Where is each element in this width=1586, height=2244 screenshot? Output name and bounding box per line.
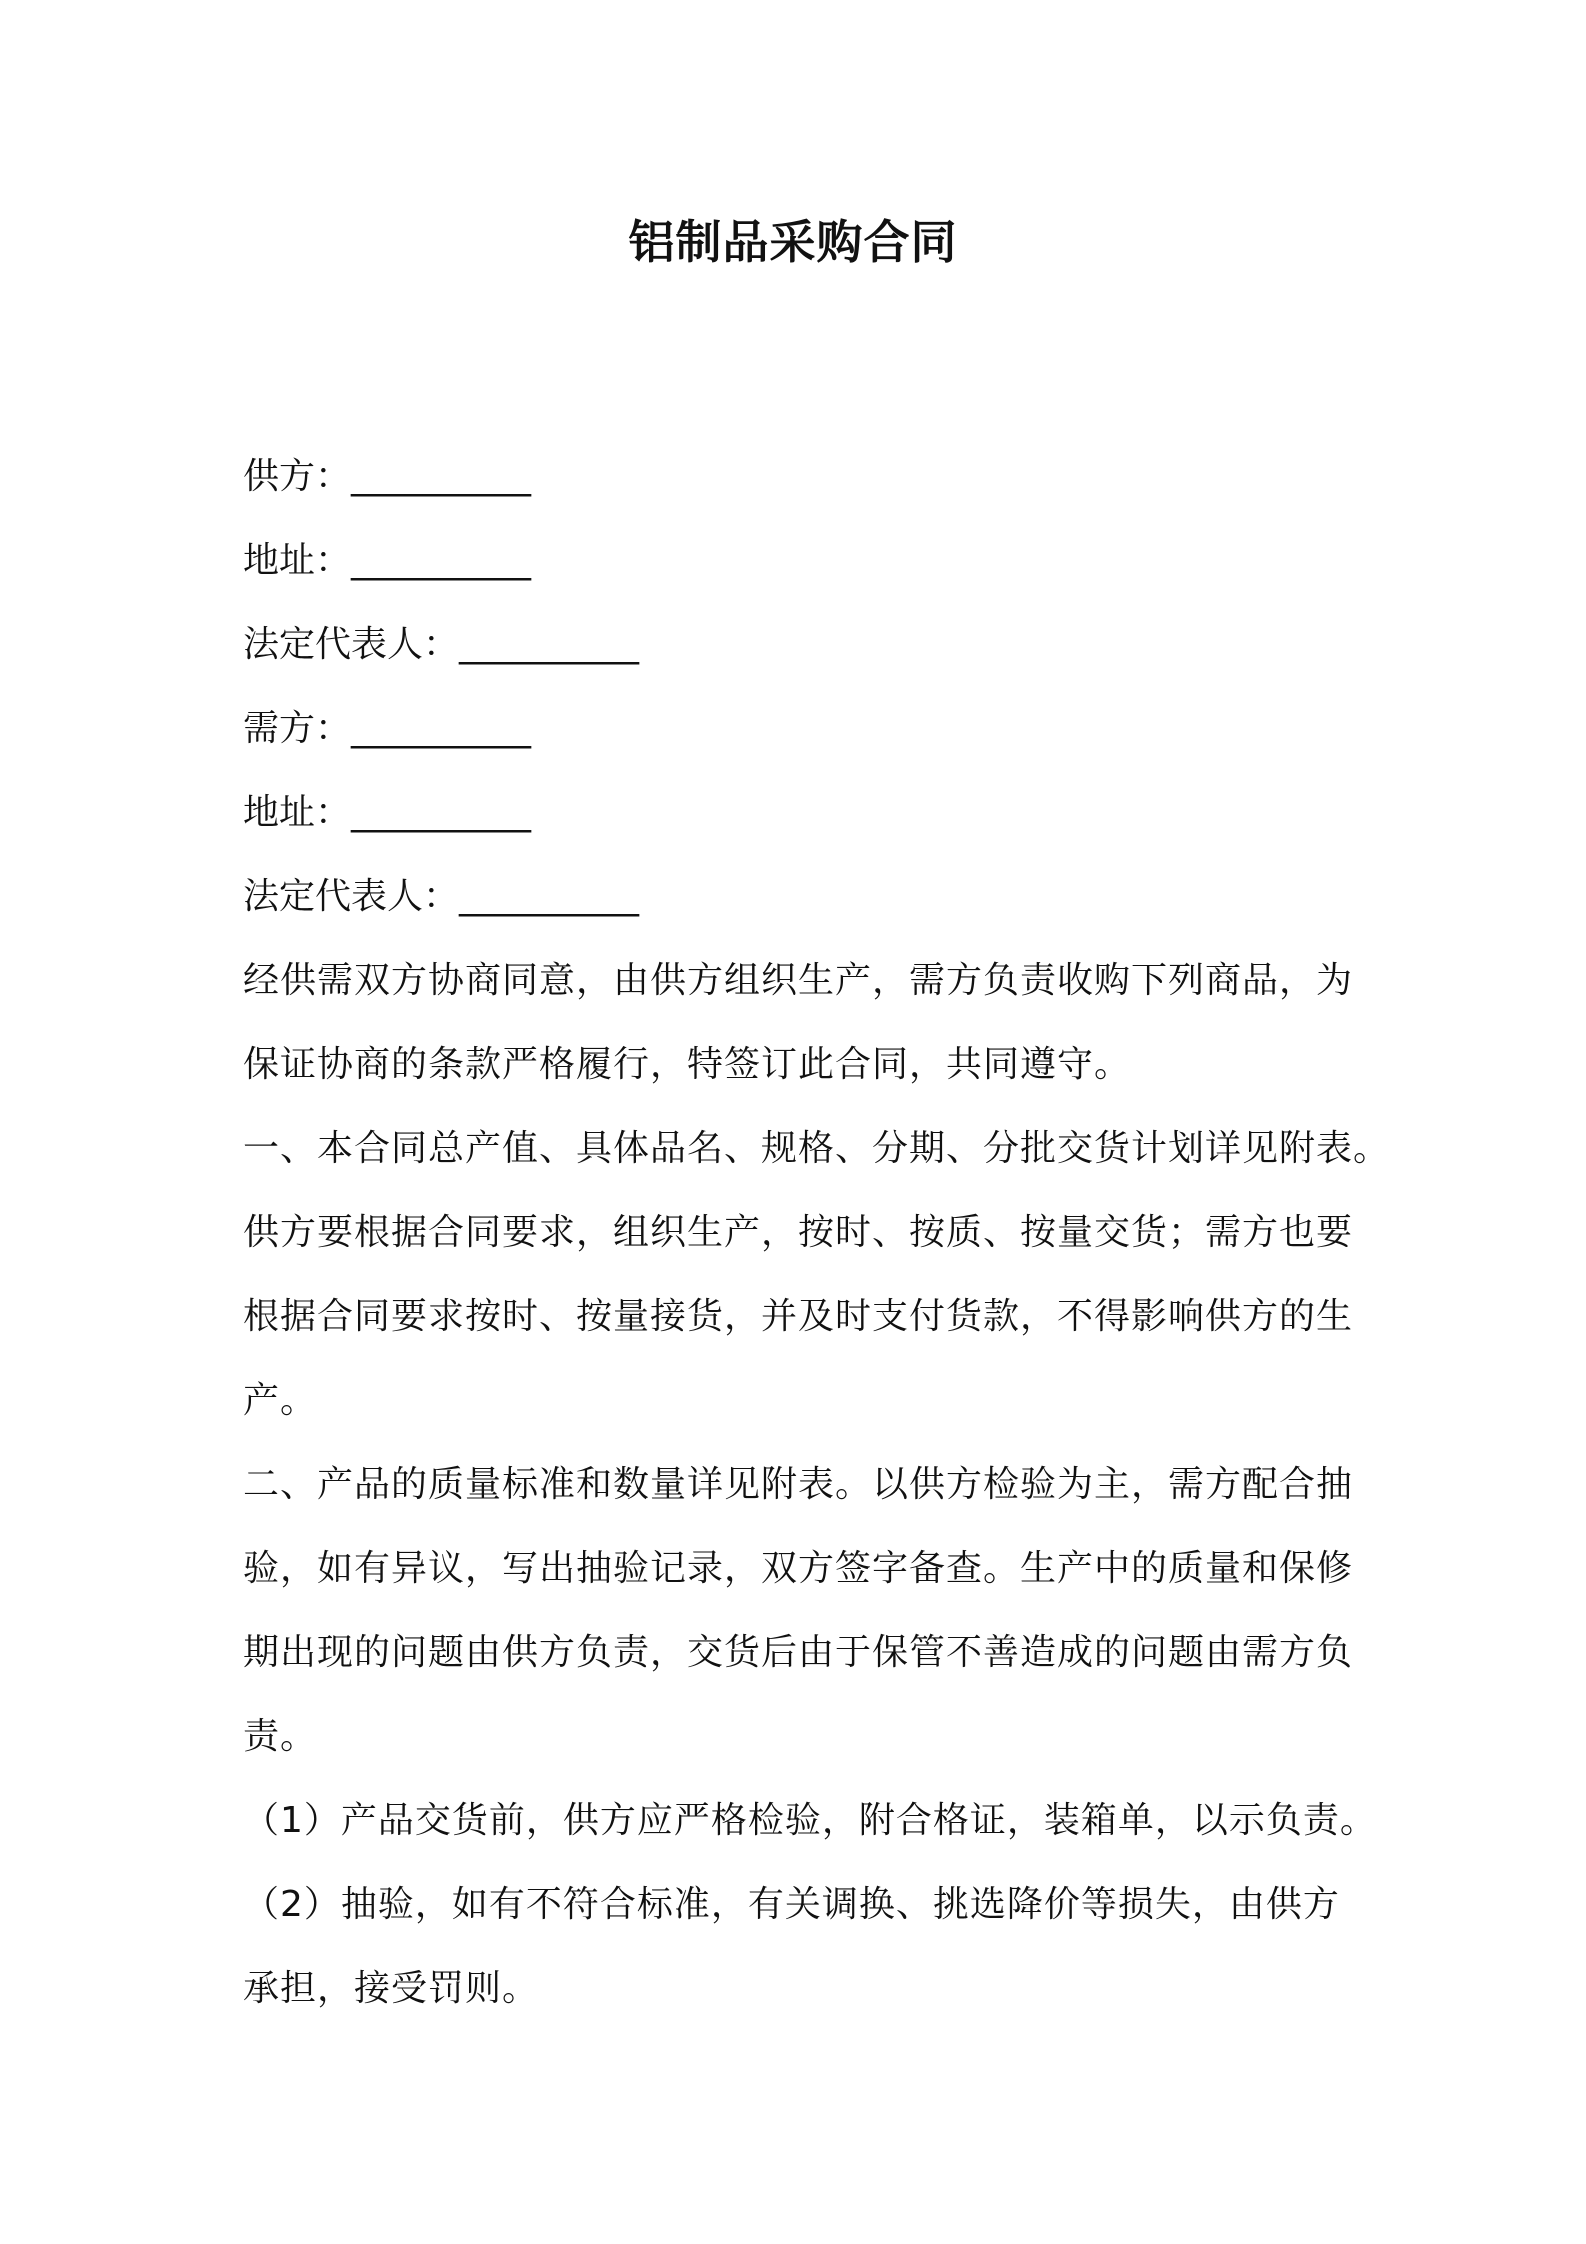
field-label: 需方： — [243, 708, 352, 749]
field-label: 法定代表人： — [243, 624, 460, 665]
document-title: 铝制品采购合同 — [628, 215, 958, 269]
body-line: 责。 — [243, 1716, 318, 1757]
field-blank: __________ — [459, 876, 640, 917]
clause-one-line: 一、本合同总产值、具体品名、规格、分期、分批交货计划详见附表。 — [243, 1128, 1391, 1169]
body-line: 保证协商的条款严格履行，特签订此合同，共同遵守。 — [243, 1044, 1132, 1085]
body-line: 经供需双方协商同意，由供方组织生产，需方负责收购下列商品，为 — [243, 960, 1354, 1001]
field-label: 地址： — [243, 540, 352, 581]
body-line: 承担，接受罚则。 — [243, 1968, 540, 2009]
field-label: 地址： — [243, 792, 352, 833]
supplier-address-field — [243, 536, 531, 586]
sub-clause-2-line: （2）抽验，如有不符合标准，有关调换、挑选降价等损失，由供方 — [243, 1884, 1340, 1925]
field-blank: __________ — [459, 624, 640, 665]
body-line: 产。 — [243, 1380, 318, 1421]
field-label: 供方： — [243, 456, 352, 497]
body-line: 根据合同要求按时、按量接货，并及时支付货款，不得影响供方的生 — [243, 1296, 1354, 1337]
body-line: 期出现的问题由供方负责，交货后由于保管不善造成的问题由需方负 — [243, 1632, 1354, 1673]
field-label: 法定代表人： — [243, 876, 460, 917]
supplier-legal-rep-field — [243, 620, 639, 670]
buyer-field — [243, 704, 531, 754]
field-blank: __________ — [351, 456, 532, 497]
clause-two-line: 二、产品的质量标准和数量详见附表。以供方检验为主，需方配合抽 — [243, 1464, 1354, 1505]
field-blank: __________ — [351, 792, 532, 833]
field-blank: __________ — [351, 708, 532, 749]
body-line: 验，如有异议，写出抽验记录，双方签字备查。生产中的质量和保修 — [243, 1548, 1354, 1589]
field-blank: __________ — [351, 540, 532, 581]
buyer-legal-rep-field — [243, 872, 639, 922]
supplier-field — [243, 452, 531, 502]
buyer-address-field — [243, 788, 531, 838]
body-line: 供方要根据合同要求，组织生产，按时、按质、按量交货；需方也要 — [243, 1212, 1354, 1253]
sub-clause-1-line: （1）产品交货前，供方应严格检验，附合格证，装箱单，以示负责。 — [243, 1800, 1377, 1841]
